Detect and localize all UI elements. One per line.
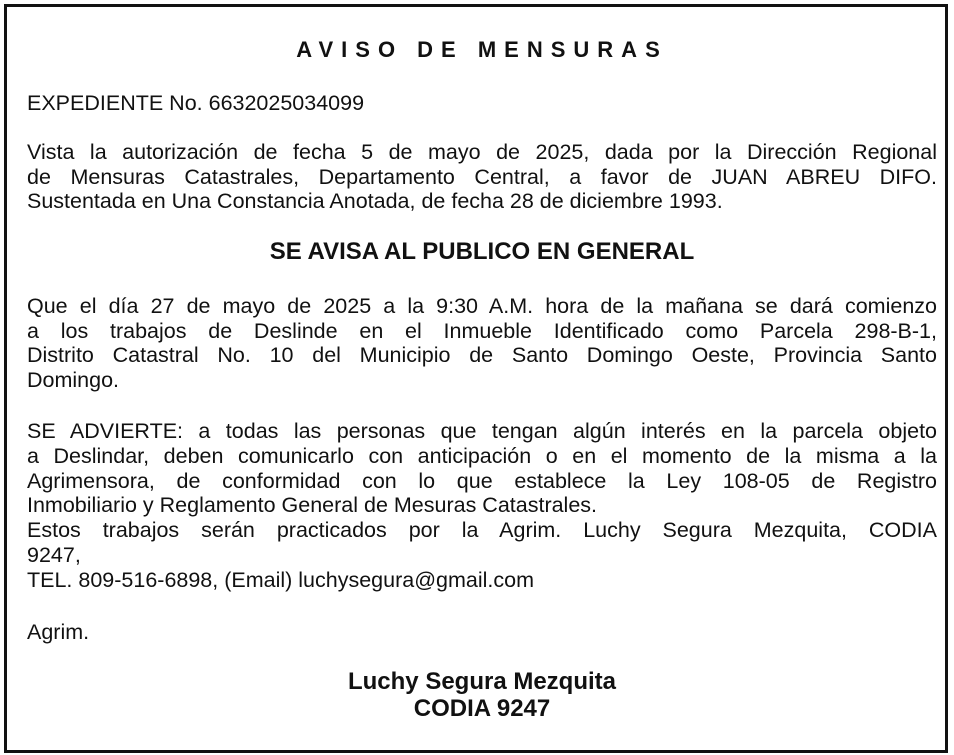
contact-line: TEL. 809-516-6898, (Email) luchysegura@gmail.com bbox=[27, 568, 534, 592]
intro-line: Vista la autorización de fecha 5 de mayo de 2025, dada por la Dirección Regional bbox=[27, 140, 937, 164]
intro-line: de Mensuras Catastrales, Departamento Central, a favor de JUAN ABREU DIFO. bbox=[27, 165, 937, 189]
signature-codia: CODIA 9247 bbox=[413, 695, 551, 722]
warning-line: Inmobiliario y Reglamento General de Mesuras Catastrales. bbox=[27, 493, 598, 517]
warning-line: Estos trabajos serán practicados por la Agrim. Luchy Segura Mezquita, CODIA bbox=[27, 518, 937, 542]
warning-line: a Deslindar, deben comunicarlo con anticipación o en el momento de la misma a la bbox=[27, 444, 937, 468]
intro-line: Sustentada en Una Constancia Anotada, de fecha 28 de diciembre 1993. bbox=[27, 189, 723, 213]
warning-line: SE ADVIERTE: a todas las personas que tengan algún interés en la parcela objeto bbox=[27, 419, 937, 443]
signature-name: Luchy Segura Mezquita bbox=[347, 668, 617, 695]
warning-line: Agrimensora, de conformidad con lo que establece la Ley 108-05 de Registro bbox=[27, 469, 937, 493]
closing-title: Agrim. bbox=[27, 620, 90, 644]
expediente-number: EXPEDIENTE No. 6632025034099 bbox=[27, 91, 365, 115]
warning-line: 9247, bbox=[27, 543, 81, 567]
notice-line: a los trabajos de Deslinde en el Inmueble Identificado como Parcela 298-B-1, bbox=[27, 319, 937, 343]
public-notice-heading: SE AVISA AL PUBLICO EN GENERAL bbox=[269, 238, 695, 265]
notice-line: Domingo. bbox=[27, 368, 120, 392]
notice-line: Que el día 27 de mayo de 2025 a la 9:30 A.M. hora de la mañana se dará comienzo bbox=[27, 294, 937, 318]
notice-frame bbox=[4, 4, 948, 753]
notice-title: AVISO DE MENSURAS bbox=[296, 37, 668, 62]
notice-line: Distrito Catastral No. 10 del Municipio de Santo Domingo Oeste, Provincia Santo bbox=[27, 343, 937, 367]
